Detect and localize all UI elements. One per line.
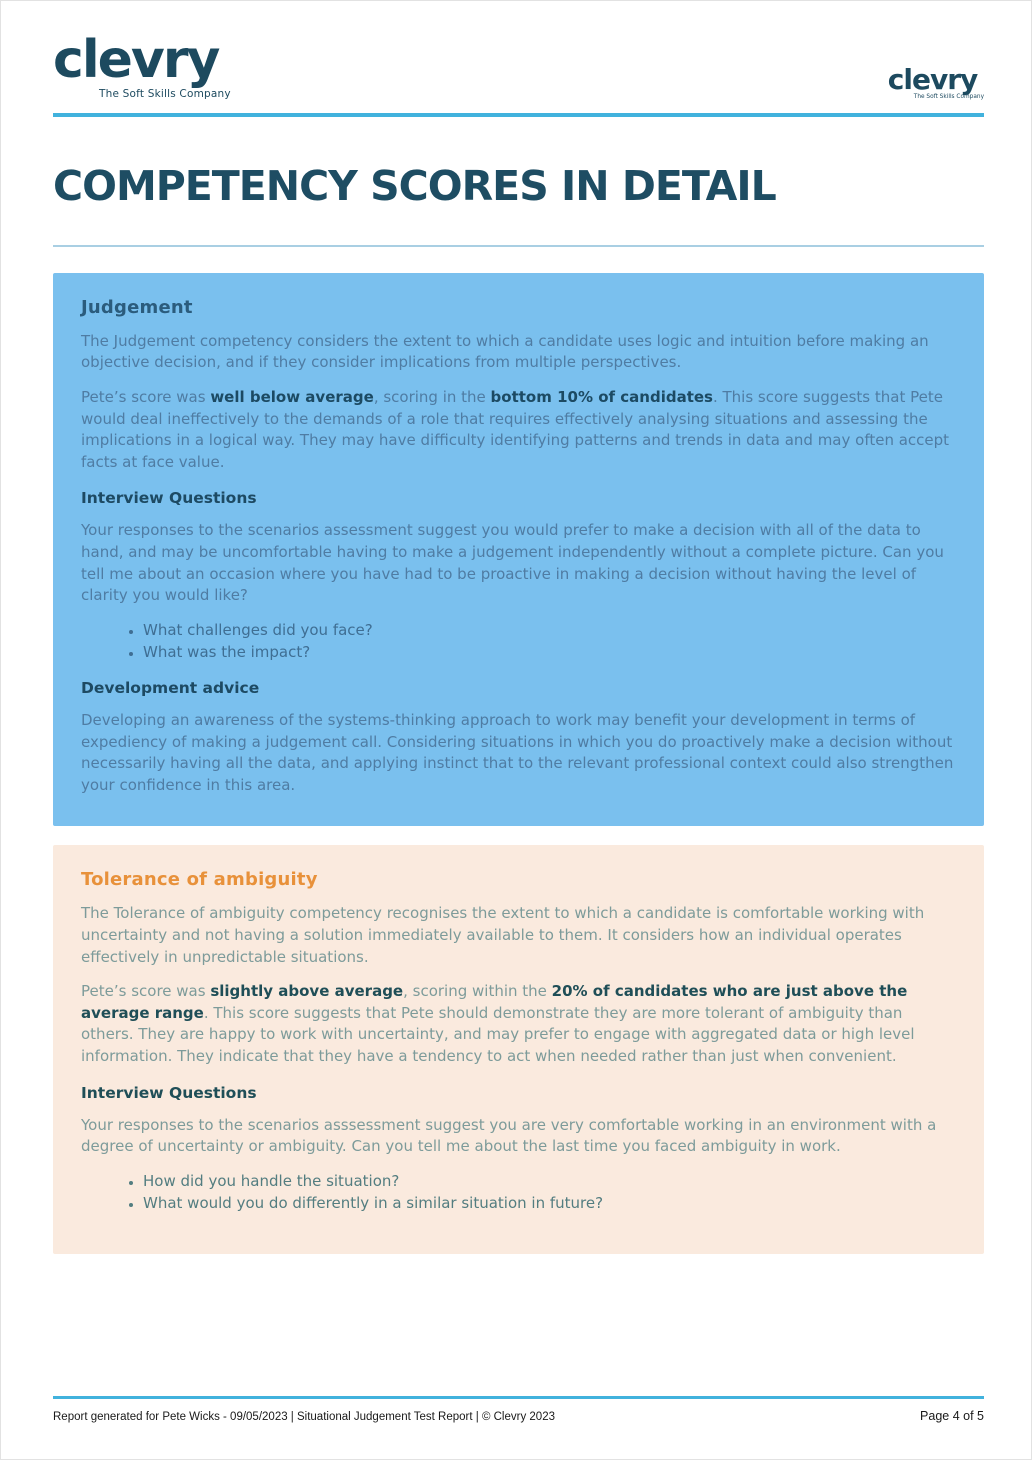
development-advice-text: Developing an awareness of the systems-thinking approach to work may benefit your development in terms of expediency of making a judgement call. Considering situations in which you do proactively make a decision without necessarily having all the data, and applying instinct that to the relevant professional context could also strengthen your confidence in this area.	[81, 711, 954, 794]
section-judgement-score-text: Pete’s score was well below average, scoring in the bottom 10% of candidates. This score suggests that Pete would deal ineffectively to the demands of a role that requires effectively analysing situations and assessing the implications in a logical way. They may have difficulty identifying patterns and trends in data and may often accept facts at face value.	[81, 387, 950, 471]
interview-questions-list	[81, 1170, 956, 1214]
page-footer	[53, 1396, 984, 1423]
section-tolerance-heading: Tolerance of ambiguity	[81, 869, 318, 891]
clevry-logo-small	[887, 62, 984, 100]
clevry-wordmark-small: clevry	[887, 62, 978, 96]
interview-questions-heading: Interview Questions	[81, 1083, 257, 1102]
section-judgement	[53, 273, 984, 827]
clevry-tagline-small: The Soft Skills Company	[913, 93, 984, 100]
interview-questions-list	[81, 619, 956, 663]
footer-report-info: Report generated for Pete Wicks - 09/05/2023 | Situational Judgement Test Report | © Clevry 2023	[53, 1411, 555, 1423]
section-tolerance-intro: The Tolerance of ambiguity competency recognises the extent to which a candidate is comfortable working with uncertainty and not having a solution immediately available to them. It considers how an individual operates effectively in unpredictable situations.	[81, 904, 925, 966]
page-title: COMPETENCY SCORES IN DETAIL	[53, 161, 776, 210]
page-header	[53, 1, 984, 100]
clevry-logo	[53, 30, 231, 100]
list-item: • What was the impact?	[143, 641, 956, 663]
interview-questions-heading: Interview Questions	[81, 489, 257, 508]
title-divider	[53, 245, 984, 247]
clevry-wordmark: clevry	[53, 30, 219, 90]
section-judgement-heading: Judgement	[81, 296, 193, 318]
interview-questions-text: Your responses to the scenarios assessment suggest you would prefer to make a decision with all of the data to hand, and may be uncomfortable having to make a judgement independently without a complete picture. Can you tell me about an occasion where you have had to be proactive in making a decision without having the level of clarity you would like?	[81, 521, 944, 605]
page-number: Page 4 of 5	[920, 1409, 984, 1423]
list-item: • What challenges did you face?	[143, 619, 956, 641]
development-advice-heading: Development advice	[81, 679, 260, 698]
section-tolerance-score-text: Pete’s score was slightly above average, scoring within the 20% of candidates who are just above the average range. This score suggests that Pete should demonstrate they are more tolerant of ambiguity than others. They are happy to work with uncertainty, and may prefer to engage with aggregated data or high level information. They indicate that they have a tendency to act when needed rather than just when convenient.	[81, 982, 915, 1066]
clevry-tagline: The Soft Skills Company	[99, 87, 231, 100]
list-item: • How did you handle the situation?	[143, 1170, 956, 1192]
list-item: • What would you do differently in a similar situation in future?	[143, 1192, 956, 1214]
footer-divider	[53, 1396, 984, 1399]
header-divider	[53, 113, 984, 117]
section-tolerance-of-ambiguity	[53, 845, 984, 1254]
section-judgement-intro: The Judgement competency considers the extent to which a candidate uses logic and intuition before making an objective decision, and if they consider implications from multiple perspectives.	[81, 331, 929, 372]
interview-questions-text: Your responses to the scenarios asssessment suggest you are very comfortable working in an environment with a degree of uncertainty or ambiguity. Can you tell me about the last time you faced ambiguity in work.	[81, 1115, 937, 1156]
